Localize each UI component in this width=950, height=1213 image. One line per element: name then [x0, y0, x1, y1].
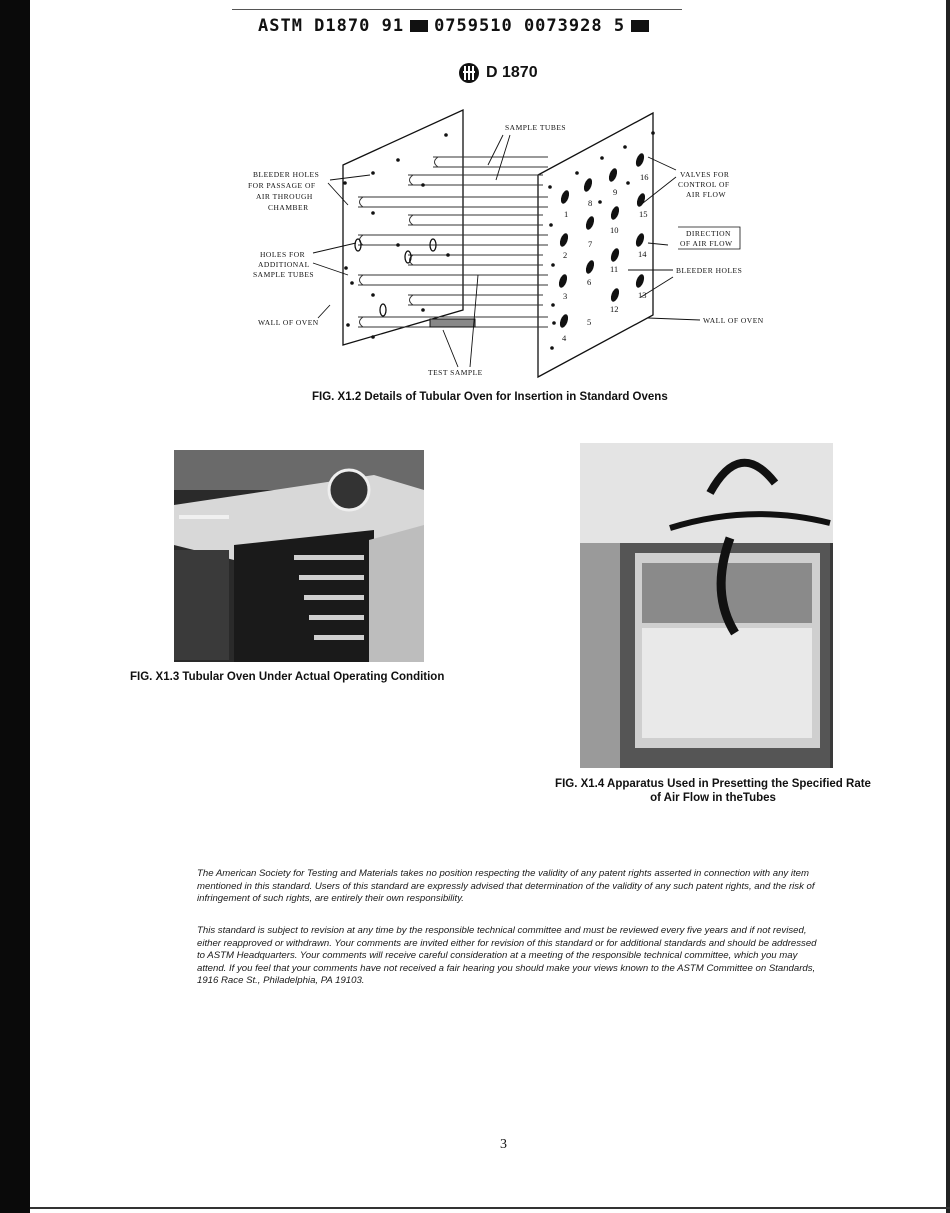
label-holes-2: ADDITIONAL	[258, 260, 310, 269]
photo-tubular-oven	[174, 450, 424, 662]
valve-number-11: 11	[610, 264, 619, 274]
label-holes-3: SAMPLE TUBES	[253, 270, 315, 279]
valve-number-8: 8	[588, 198, 593, 208]
astm-logo-icon	[458, 62, 480, 84]
label-bleeder-4: CHAMBER	[268, 203, 309, 212]
label-bleeder-1: BLEEDER HOLES	[253, 170, 320, 179]
page-number: 3	[500, 1137, 507, 1152]
scan-edge-left	[0, 0, 30, 1213]
header-rule	[232, 9, 682, 10]
stamp-text: ASTM D1870 91	[258, 16, 405, 36]
valve-number-1: 1	[564, 209, 569, 219]
patent-notice: The American Society for Testing and Materials takes no position respecting the validity of any patent rights asserted in connection with any item mentioned in this standard. Users of this standard are expressly advised that determination of the validity of any such patent rights, and the risk of infringement of such rights, are entirely their own responsibility.	[197, 868, 815, 904]
label-direction-2: OF AIR FLOW	[680, 239, 733, 248]
scan-edge-right	[946, 0, 950, 1213]
valve-number-14: 14	[638, 249, 647, 259]
valve-number-10: 10	[610, 225, 619, 235]
figure-caption-x13: FIG. X1.3 Tubular Oven Under Actual Operating Condition	[130, 671, 445, 683]
label-bleeder-3: AIR THROUGH	[256, 192, 313, 201]
figure-caption-x12: FIG. X1.2 Details of Tubular Oven for Insertion in Standard Ovens	[312, 391, 668, 403]
stamp-code: 0759510 0073928 5	[434, 16, 626, 36]
valve-number-12: 12	[610, 304, 619, 314]
label-valves-3: AIR FLOW	[686, 190, 727, 199]
figure-caption-x14	[538, 777, 888, 805]
valve-number-3: 3	[563, 291, 568, 301]
document-id	[458, 62, 538, 84]
redaction-block-1	[410, 20, 428, 32]
revision-notice: This standard is subject to revision at any time by the responsible technical committee and must be reviewed every five years and if not revised, either reapproved or withdrawn. Your comments are invited either for revision of this standard or for additional standards and should be addressed to ASTM Headquarters. Your comments will receive careful consideration at a meeting of the responsible technical committee, which you may attend. If you feel that your comments have not received a fair hearing you should make your views known to the ASTM Committee on Standards, 1916 Race St., Philadelphia, PA 19103.	[197, 925, 817, 986]
photo-airflow-apparatus	[580, 443, 833, 768]
caption-x14-line1: FIG. X1.4 Apparatus Used in Presetting the Specified Rate	[555, 778, 871, 790]
label-test-sample: TEST SAMPLE	[428, 368, 483, 377]
valve-number-6: 6	[587, 277, 592, 287]
label-sample-tubes: SAMPLE TUBES	[505, 123, 567, 132]
doc-id-text: D 1870	[486, 64, 538, 81]
right-wall-panel	[538, 113, 653, 377]
valve-number-4: 4	[562, 333, 567, 343]
caption-x14-line2: of Air Flow in theTubes	[650, 792, 776, 804]
test-sample-block	[430, 319, 475, 327]
valve-number-7: 7	[588, 239, 593, 249]
valve-number-2: 2	[563, 250, 568, 260]
footer-rule	[30, 1207, 950, 1209]
label-wall-left: WALL OF OVEN	[258, 318, 319, 327]
label-wall-right: WALL OF OVEN	[703, 316, 764, 325]
header-stamp	[258, 16, 655, 36]
label-bleeder-right: BLEEDER HOLES	[676, 266, 743, 275]
left-wall-panel	[343, 110, 463, 345]
valve-number-9: 9	[613, 187, 618, 197]
sample-tube-lines	[358, 157, 548, 327]
valve-number-15: 15	[639, 209, 648, 219]
redaction-block-2	[631, 20, 649, 32]
label-valves-2: CONTROL OF	[678, 180, 730, 189]
label-bleeder-2: FOR PASSAGE OF	[248, 181, 316, 190]
label-valves-1: VALVES FOR	[680, 170, 730, 179]
tubular-oven-diagram	[248, 105, 764, 385]
valve-number-13: 13	[638, 290, 647, 300]
valve-number-5: 5	[587, 317, 592, 327]
label-holes-1: HOLES FOR	[260, 250, 306, 259]
valve-number-16: 16	[640, 172, 649, 182]
label-direction-1: DIRECTION	[686, 229, 731, 238]
